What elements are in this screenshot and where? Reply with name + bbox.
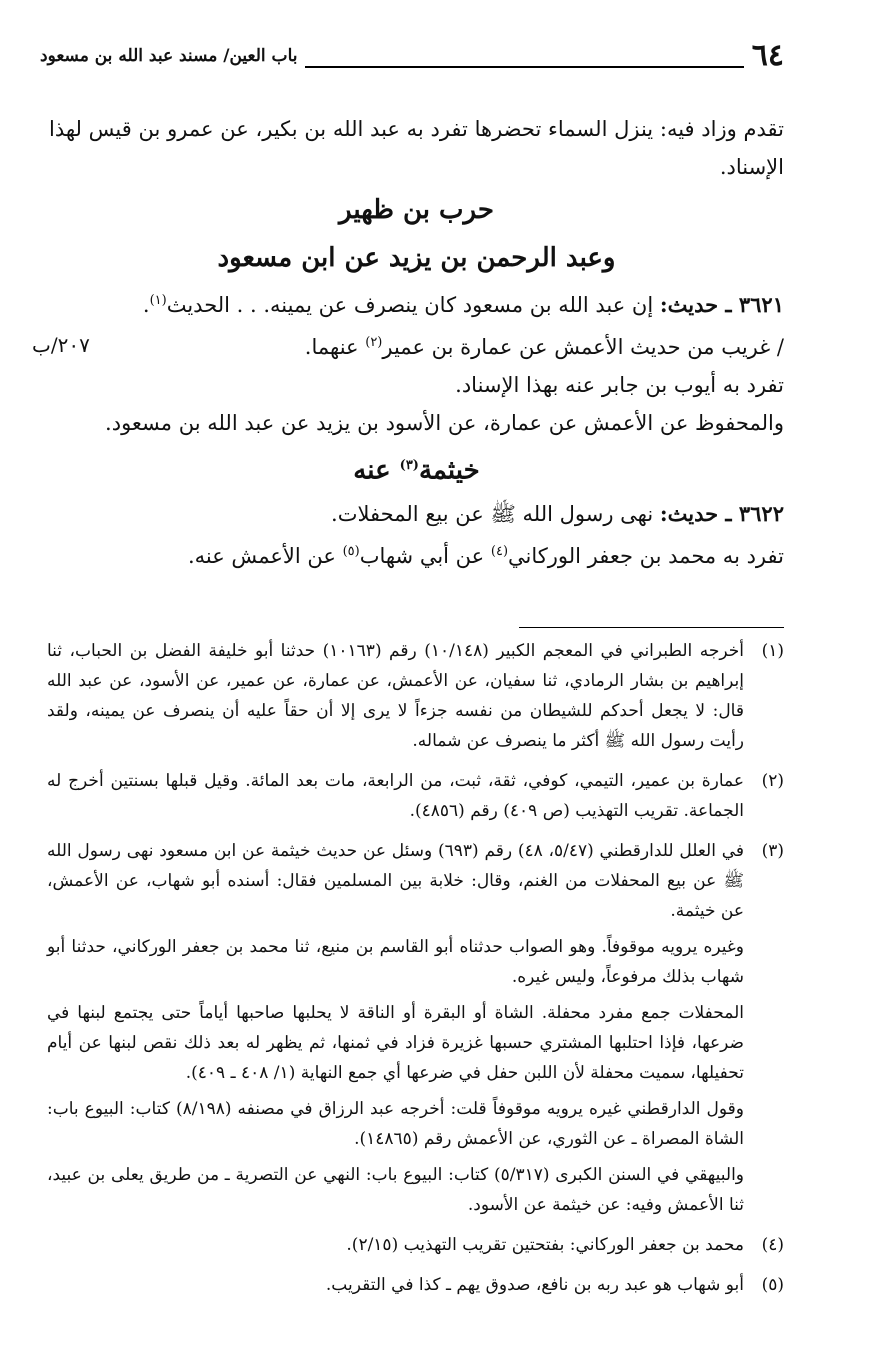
footnote-marker: (٢) xyxy=(365,335,383,350)
hadith-3622 xyxy=(49,495,784,533)
section-title-line1: حرب بن ظهير xyxy=(339,195,494,225)
section-title-text: خيثمة xyxy=(418,455,480,486)
footnote-number: (٣) xyxy=(761,841,784,861)
footnote-body xyxy=(47,1230,744,1260)
section-title-khaythama xyxy=(49,442,784,495)
footnote-number: (١) xyxy=(761,641,784,661)
footnote-marker: (٤) xyxy=(490,543,509,559)
footnote-marker: (٣) xyxy=(399,458,419,473)
section-title-line2: وعبد الرحمن بن يزيد عن ابن مسعود xyxy=(217,243,616,273)
gharib-line xyxy=(49,324,784,366)
main-text xyxy=(49,110,784,575)
hadith-text: إن عبد الله بن مسعود كان ينصرف عن يمينه. . . الحديث xyxy=(166,293,654,317)
footnote xyxy=(47,636,784,756)
footnote-marker: (٥) xyxy=(342,543,360,559)
tafarrad-text: عن الأعمش عنه. xyxy=(187,543,343,568)
footnote xyxy=(47,766,784,826)
running-title: باب العين/ مسند عبد الله بن مسعود xyxy=(40,42,305,70)
tafarrad-line-2 xyxy=(49,533,784,575)
gharib-text-end: عنهما. xyxy=(304,335,366,359)
footnote-number: (٢) xyxy=(761,771,784,791)
footnote-number: (٤) xyxy=(761,1235,784,1255)
footnote xyxy=(47,836,784,1220)
tafarrad-text: تفرد به محمد بن جعفر الوركاني xyxy=(508,543,784,568)
running-header xyxy=(40,36,784,76)
footnote xyxy=(47,1230,784,1260)
folio-margin-note: ٢٠٧/ب xyxy=(32,333,90,357)
footnote-paragraph: في العلل للدارقطني (٥/٤٧، ٤٨) رقم (٦٩٣) وسئل عن حديث خيثمة عن ابن مسعود نهى رسول الله ﷺ عن بيع المحفلات من الغنم، وقال: خلابة بين المسلمين فقال: أسنده أبو شهاب، عن الأعمش، عن خيثمة. xyxy=(47,841,744,921)
footnote-paragraph: أبو شهاب هو عبد ربه بن نافع، صدوق يهم ـ كذا في التقريب. xyxy=(325,1275,744,1295)
intro-paragraph: تقدم وزاد فيه: ينزل السماء تحضرها تفرد به عبد الله بن بكير، عن عمرو بن قيس لهذا الإسناد. xyxy=(49,117,784,179)
gharib-text: / غريب من حديث الأعمش عن عمارة بن عمير xyxy=(382,335,784,359)
footnote-body xyxy=(47,766,744,826)
footnote-paragraph: وغيره يرويه موقوفاً. وهو الصواب حدثناه أبو القاسم بن منيع، ثنا محمد بن جعفر الوركاني، حدثنا أبو شهاب بذلك مرفوعاً، وليس غيره. xyxy=(47,937,744,987)
footnote-body xyxy=(47,1270,744,1300)
hadith-number: ٣٦٢١ ـ حديث: xyxy=(659,292,784,317)
hadith-3621: ٣٦٢١ ـ حديث: إن عبد الله بن مسعود كان ينصرف عن يمينه. . . الحديث$^{(١)}$. xyxy=(142,292,784,317)
footnotes xyxy=(47,636,784,1310)
footnote-separator xyxy=(519,627,784,628)
footnote-number: (٥) xyxy=(761,1275,784,1295)
hadith-text: نهى رسول الله ﷺ عن بيع المحفلات. xyxy=(331,501,654,526)
footnote-paragraph: والبيهقي في السنن الكبرى (٥/٣١٧) كتاب: البيوع باب: النهي عن التصرية ـ من طريق يعلى بن عبيد، ثنا الأعمش وفيه: عن خيثمة عن الأسود. xyxy=(47,1165,744,1215)
footnote-body xyxy=(47,636,744,756)
tafarrad-text: عن أبي شهاب xyxy=(359,543,491,568)
page-number: ٦٤ xyxy=(744,36,784,76)
footnote-paragraph: محمد بن جعفر الوركاني: بفتحتين تقريب التهذيب (٢/١٥). xyxy=(346,1235,744,1255)
footnote-paragraph: أخرجه الطبراني في المعجم الكبير (١٠/١٤٨) رقم (١٠١٦٣) حدثنا أبو خليفة الفضل بن الحباب، ثنا إبراهيم بن بشار الرمادي، ثنا سفيان، عن الأعمش، عن عمارة، عن عمير، عن الأسود، عن عبد الله قال: لا يجعل أحدكم للشيطان من نفسه جزءاً لا يرى إلا أن حقاً عليه أن ينصرف عن يمينه، ولقد رأيت رسول الله ﷺ أكثر ما ينصرف عن شماله. xyxy=(47,641,744,751)
section-title-suffix: عنه xyxy=(353,455,400,486)
footnote-paragraph: المحفلات جمع مفرد محفلة. الشاة أو البقرة أو الناقة لا يحلبها صاحبها أياماً حتى يجتمع لبنها في ضرعها، فإذا احتلبها المشتري حسبها غزيرة فزاد في ثمنها، ثم يظهر له بعد ذلك نقص لبنها عن أيام تحفيلها، سميت محفلة لأن اللبن حفل في ضرعها أي جمع النهاية (١/ ٤٠٨ ـ ٤٠٩). xyxy=(47,1003,744,1083)
footnote-body xyxy=(47,836,744,1220)
footnote-marker: (١) xyxy=(149,293,167,308)
footnote-paragraph: عمارة بن عمير، التيمي، كوفي، ثقة، ثبت، من الرابعة، مات بعد المائة. وقيل قبلها بسنتين أخرج له الجماعة. تقريب التهذيب (ص ٤٠٩) رقم (٤٨٥٦). xyxy=(47,771,744,821)
hadith-number: ٣٦٢٢ ـ حديث: xyxy=(659,500,784,526)
tafarrad-line-1: تفرد به أيوب بن جابر عنه بهذا الإسناد. xyxy=(455,373,784,397)
mahfuz-line: والمحفوظ عن الأعمش عن عمارة، عن الأسود بن يزيد عن عبد الله بن مسعود. xyxy=(105,411,784,435)
footnote xyxy=(47,1270,784,1300)
footnote-paragraph: وقول الدارقطني غيره يرويه موقوفاً قلت: أخرجه عبد الرزاق في مصنفه (٨/١٩٨) كتاب: البيوع باب: الشاة المصراة ـ عن الثوري، عن الأعمش رقم (١٤٨٦٥). xyxy=(47,1099,744,1149)
